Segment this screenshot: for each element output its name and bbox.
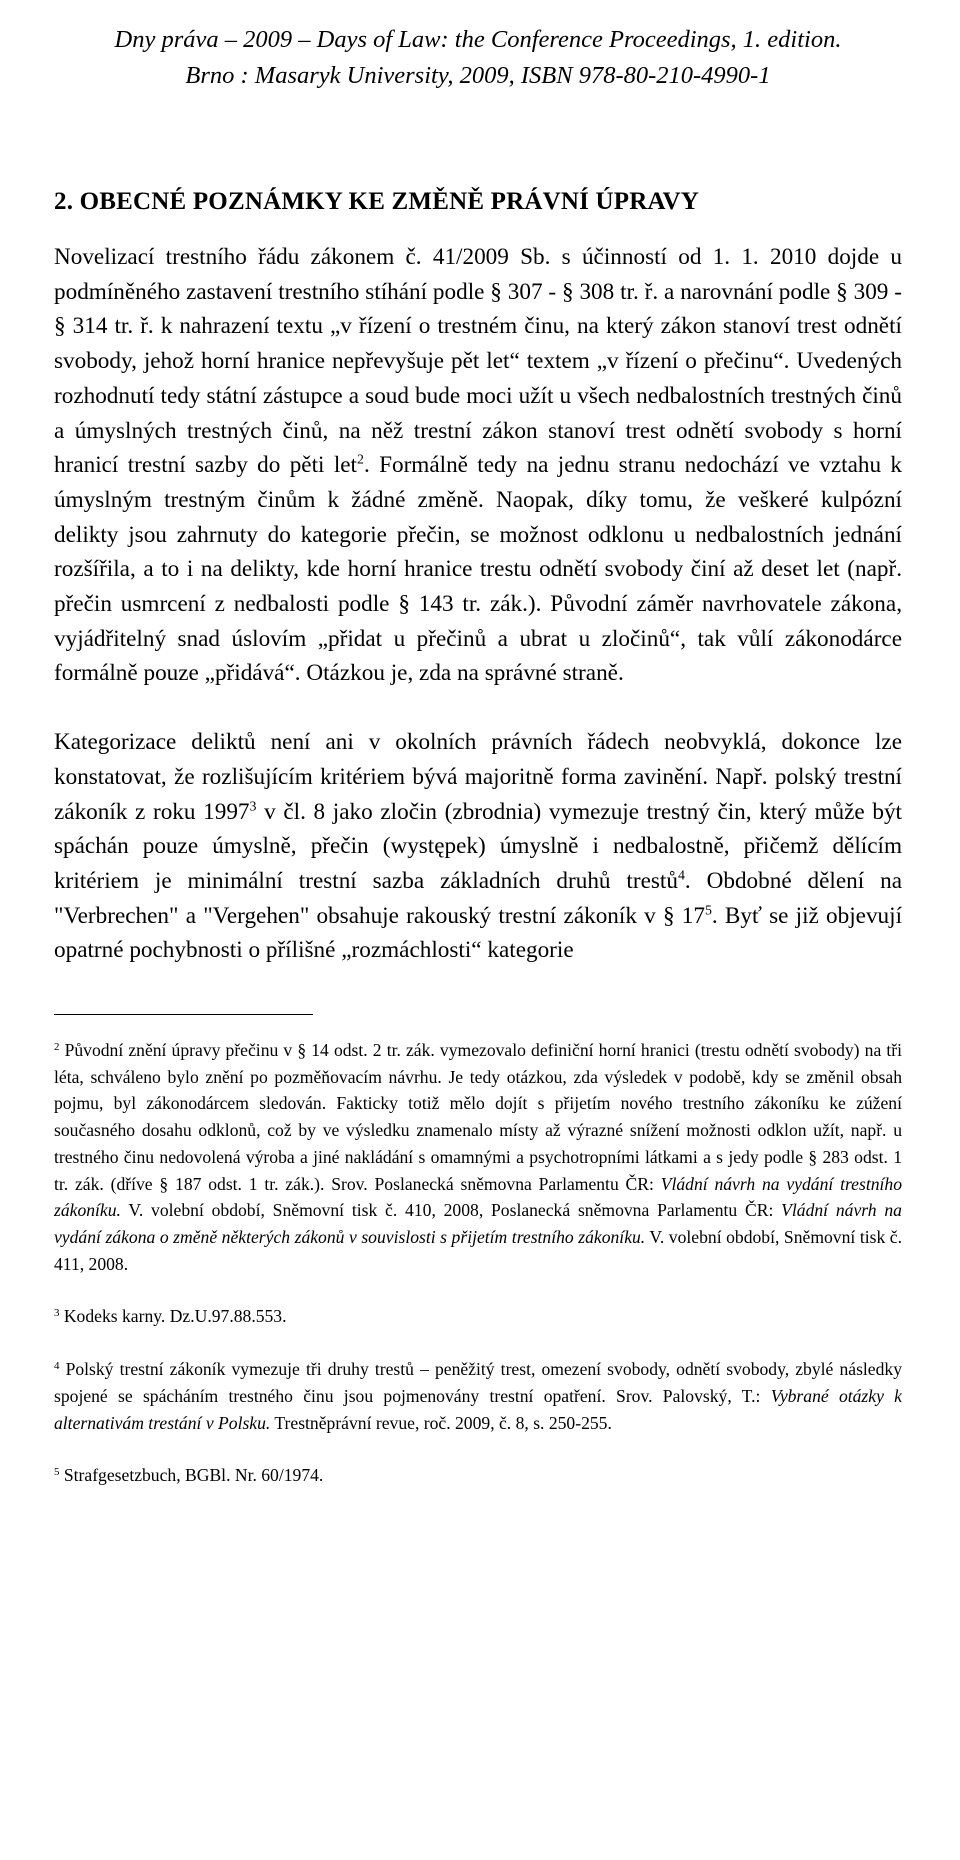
footnote-text: Původní znění úpravy přečinu v § 14 odst. 2 tr. zák. vymezovalo definiční horní hranici (trestu odnětí svobody) na tři léta, schváleno bylo znění po pozměňovacím návrhu. Je tedy otázkou, zda výsledek v podobě, kdy se změnil obsah pojmu, byl zákonodárcem sledován. Fakticky totiž mělo dojít s přijetím nového trestního zákoníku ke zúžení současného dosahu odklonů, což by ve výsledku znamenalo místy až výrazné snížení možnosti odklon užít, např. u trestného činu nedovolená výroba a jiné nakládání s omamnými a psychotropními látkami a s jedy podle § 283 odst. 1 tr. zák. (dříve § 187 odst. 1 tr. zák.). Srov. Poslanecká sněmovna Parlamentu ČR: — [54, 1040, 902, 1194]
section-heading: 2. OBECNÉ POZNÁMKY KE ZMĚNĚ PRÁVNÍ ÚPRAVY — [54, 188, 700, 215]
footnote-text: Polský trestní zákoník vymezuje tři druhy trestů – peněžitý trest, omezení svobody, odnětí svobody, zbylé následky spojené se spácháním trestného činu jsou pojmenovány trestní opatření. Srov. Palovský, T.: — [54, 1359, 902, 1406]
header-line-1: Dny práva – 2009 – Days of Law: the Conference Proceedings, 1. edition. — [114, 26, 842, 53]
footnote-ref[interactable]: 4 — [677, 868, 685, 884]
paragraph-text: . Formálně tedy na jednu stranu nedochází ve vztahu k úmyslným trestným činům k žádné změně. Naopak, díky tomu, že veškeré kulpózní delikty jsou zahrnuty do kategorie přečin, se možnost odklonu u nedbalostních jednání rozšířila, a to i na delikty, kde horní hranice trestu odnětí svobody činí až deset let (např. přečin usmrcení z nedbalosti podle § 143 tr. zák.). Původní záměr navrhovatele zákona, vyjádřitelný snad úslovím „přidat u přečinů a ubrat u zločinů“, tak vůlí zákonodárce formálně pouze „přidává“. Otázkou je, zda na správné straně. — [54, 452, 902, 687]
footnote-text: Strafgesetzbuch, BGBl. Nr. 60/1974. — [59, 1465, 324, 1486]
footnote-text: V. volební období, Sněmovní tisk č. 410, 2008, Poslanecká sněmovna Parlamentu ČR: — [120, 1200, 782, 1221]
paragraph-text: Kategorizace deliktů není ani v okolních právních řádech neobvyklá, dokonce lze konstatovat, že rozlišujícím kritériem bývá majoritně forma zavinění. Např. polský trestní zákoník z roku 1997 — [54, 729, 902, 825]
paragraph-text: . Obdobné dělení na "Verbrechen" a "Vergehen" obsahuje rakouský trestní zákoník v § 17 — [54, 867, 903, 929]
footnote-number: 3 — [54, 1307, 60, 1320]
paragraph-text: v čl. 8 jako zločin (zbrodnia) vymezuje trestný čin, který může být spáchán pouze úmyslně, přečin (występek) úmyslně i nedbalostně, přičemž dělícím kritériem je minimální trestní sazba základních druhů trestů — [54, 798, 902, 894]
footnote-4 — [54, 1356, 902, 1436]
footnote-citation-title: Vybrané otázky k alternativám trestání v Polsku. — [54, 1385, 902, 1433]
footnote-number: 2 — [54, 1041, 60, 1054]
running-header — [54, 22, 902, 94]
footnote-text: Kodeks karny. Dz.U.97.88.553. — [59, 1306, 287, 1327]
footnote-citation-title: Vládní návrh na vydání trestního zákoníku. — [54, 1173, 902, 1221]
paragraph-text: Novelizací trestního řádu zákonem č. 41/2009 Sb. s účinností od 1. 1. 2010 dojde u podmíněného zastavení trestního stíhání podle § 307 - § 308 tr. ř. a narovnání podle § 309 - § 314 tr. ř. k nahrazení textu „v řízení o trestném činu, na který zákon stanoví trest odnětí svobody, jehož horní hranice nepřevyšuje pět let“ textem „v řízení o přečinu“. Uvedených rozhodnutí tedy státní zástupce a soud bude moci užít u všech nedbalostních trestných činů a úmyslných trestných činů, na něž trestní zákon stanoví trest odnětí svobody s horní hranicí trestní sazby do pěti let — [54, 244, 902, 479]
footnote-number: 4 — [54, 1360, 60, 1373]
footnote-number: 5 — [54, 1466, 60, 1479]
footnote-ref[interactable]: 2 — [357, 452, 364, 468]
paragraph-text: . Byť se již objevují opatrné pochybnosti o přílišné „rozmáchlosti“ kategorie — [54, 902, 903, 964]
header-line-2: Brno : Masaryk University, 2009, ISBN 978-80-210-4990-1 — [185, 62, 771, 89]
footnote-ref[interactable]: 5 — [704, 902, 712, 918]
footnote-5 — [54, 1462, 902, 1489]
body-paragraph-2 — [54, 725, 902, 968]
footnote-text: V. volební období, Sněmovní tisk č. 411, 2008. — [54, 1226, 903, 1274]
footnote-text: Trestněprávní revue, roč. 2009, č. 8, s. 250-255. — [270, 1412, 612, 1433]
footnotes — [54, 1037, 902, 1489]
footnote-2 — [54, 1037, 902, 1277]
body-paragraph-1 — [54, 240, 902, 691]
footnote-3 — [54, 1303, 902, 1330]
footnote-separator — [54, 1014, 313, 1015]
footnote-ref[interactable]: 3 — [249, 798, 257, 814]
footnote-citation-title: Vládní návrh na vydání zákona o změně některých zákonů v souvislosti s přijetím trestního zákoníku. — [54, 1200, 902, 1247]
